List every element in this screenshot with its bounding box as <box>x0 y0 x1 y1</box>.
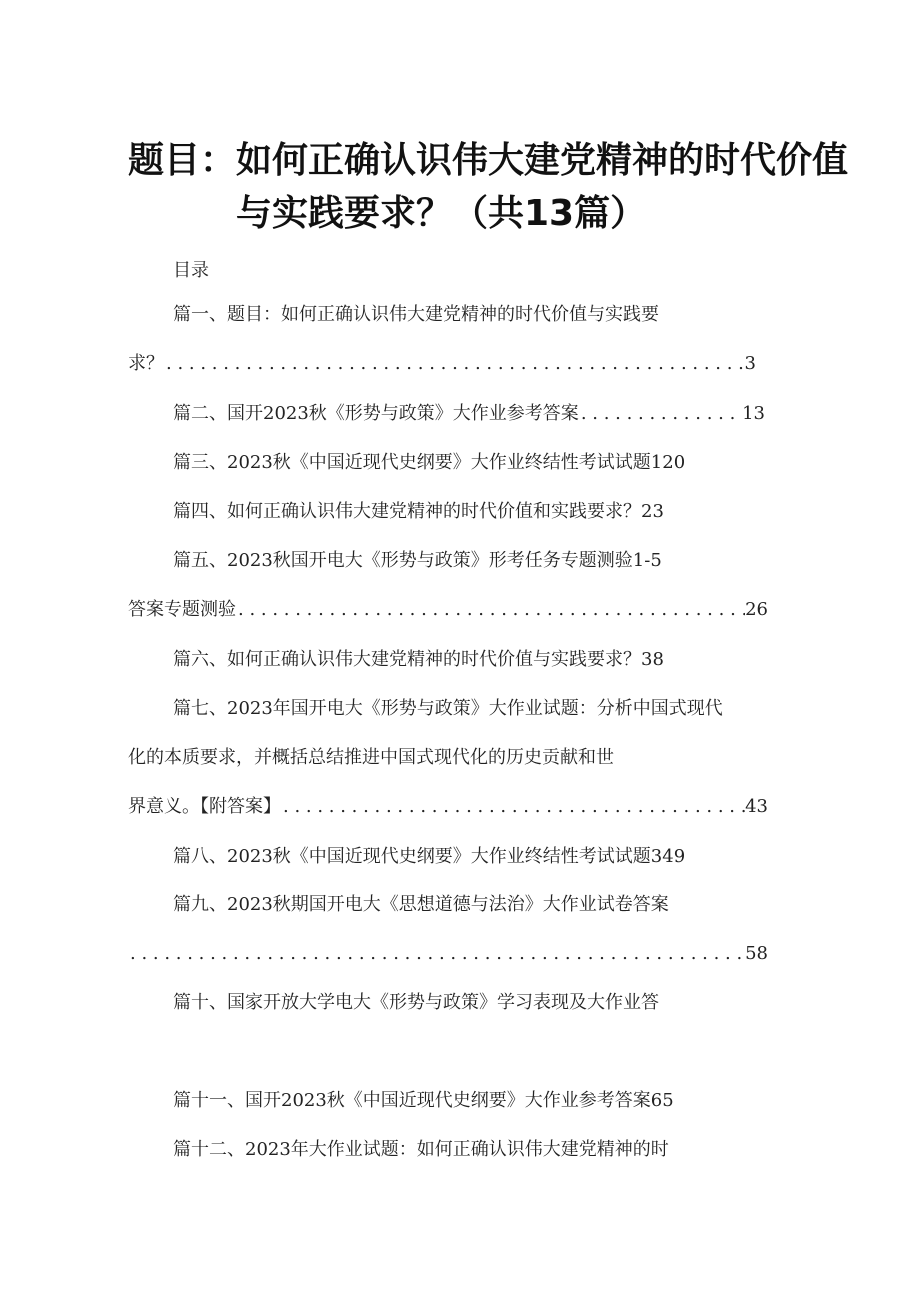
toc-entry-6-text: 篇六、如何正确认识伟大建党精神的时代价值与实践要求？38 <box>173 649 664 670</box>
toc-entry-2-text: 篇二、国开2023秋《形势与政策》大作业参考答案 <box>173 403 579 424</box>
toc-entry-10-text: 篇十、国家开放大学电大《形势与政策》学习表现及大作业答 <box>173 992 659 1013</box>
toc-entry-1-page: 3 <box>744 353 756 374</box>
toc-entry-11-text: 篇十一、国开2023秋《中国近现代史纲要》大作业参考答案65 <box>173 1090 674 1111</box>
toc-entry-8-text: 篇八、2023秋《中国近现代史纲要》大作业终结性考试试题349 <box>173 846 686 867</box>
toc-entry-5-page: 26 <box>745 599 768 620</box>
toc-entry-5-tail: 答案专题测验 <box>128 599 236 620</box>
toc-entry-7-page: 43 <box>745 796 768 817</box>
toc-entry-5-leader <box>128 598 768 622</box>
toc-entry-12-text: 篇十二、2023年大作业试题：如何正确认识伟大建党精神的时 <box>173 1139 669 1160</box>
toc-entry-7-tail: 界意义。【附答案】 <box>128 796 281 817</box>
toc-entry-9-page: 58 <box>745 943 768 964</box>
toc-entry-1-tail: 求？ <box>128 353 164 374</box>
toc-entry-2-page: 13 <box>742 403 765 424</box>
toc-entry-1-text: 篇一、题目：如何正确认识伟大建党精神的时代价值与实践要 <box>173 304 659 325</box>
dot-leader <box>281 795 745 819</box>
toc-entry-9-leader <box>128 942 768 966</box>
dot-leader <box>579 402 742 426</box>
toc-entry-7-text: 篇七、2023年国开电大《形势与政策》大作业试题：分析中国式现代 <box>173 698 723 719</box>
dot-leader <box>164 352 745 376</box>
toc-heading: 目录 <box>173 260 209 281</box>
toc-entry-2 <box>173 402 765 426</box>
toc-entry-7-text-cont: 化的本质要求，并概括总结推进中国式现代化的历史贡献和世 <box>128 747 614 768</box>
dot-leader <box>236 598 745 622</box>
document-title-line-2: 与实践要求？（共13篇） <box>236 193 647 234</box>
toc-entry-3-text: 篇三、2023秋《中国近现代史纲要》大作业终结性考试试题120 <box>173 452 686 473</box>
document-title-line-1: 题目：如何正确认识伟大建党精神的时代价值 <box>128 140 849 181</box>
toc-entry-7-leader <box>128 795 768 819</box>
toc-entry-1-leader <box>128 352 756 376</box>
toc-entry-4-text: 篇四、如何正确认识伟大建党精神的时代价值和实践要求？23 <box>173 501 664 522</box>
dot-leader <box>128 942 745 966</box>
toc-entry-5-text: 篇五、2023秋国开电大《形势与政策》形考任务专题测验1-5 <box>173 550 662 571</box>
toc-entry-9-text: 篇九、2023秋期国开电大《思想道德与法治》大作业试卷答案 <box>173 894 669 915</box>
